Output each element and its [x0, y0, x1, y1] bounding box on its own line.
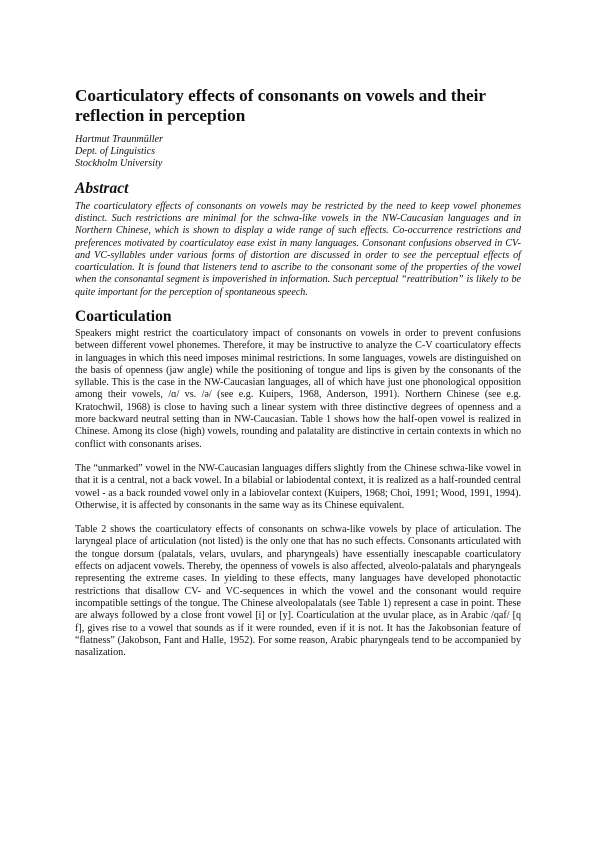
author-department: Dept. of Linguistics [75, 146, 156, 158]
body-paragraph: Speakers might restrict the coarticulatory impact of consonants on vowels in order to prevent confusions between different vowel phonemes. Therefore, it may be instructive to analyze the C-V coarticulatory effects in languages in which this need imposes minimal restrictions. In some languages, vowels are distinguished on the basis of openness (jaw angle) while the positioning of tongue and lips is given by the consonants of the syllable. This is the case in the NW-Caucasian languages, all of which have just one phonological opposition among their vowels, /ɑ/ vs. /ə/ (see e.g. Kuipers, 1968, Anderson, 1991). Northern Chinese (see e.g. Kratochwil, 1968) is close to having such a linear system with three distinctive degrees of openness and a more backward neutral setting than in NW-Caucasian. Table 1 shows how the half-open vowel is realized in Chinese. Among its close (high) vowels, rounding and palatality are distinctive in certain contexts in which no conflict with consonants arises. [75, 327, 521, 450]
author-name: Hartmut Traunmüller [75, 134, 164, 145]
section-heading-coarticulation: Coarticulation [75, 307, 172, 325]
paper-title: Coarticulatory effects of consonants on vowels and their reflection in perception [75, 86, 486, 125]
paper-page [75, 86, 521, 671]
body-paragraph: The “unmarked” vowel in the NW-Caucasian languages differs slightly from the Chinese schwa-like vowel in that it is a central, not a back vowel. In a bilabial or labiodental context, it is realized as a half-rounded central vowel - as a back rounded vowel only in a labiovelar context (Kuipers, 1968; Choi, 1991; Wood, 1991, 1994). Otherwise, it is affected by consonants in the same way as its Chinese equivalent. [75, 462, 521, 511]
abstract-text: The coarticulatory effects of consonants on vowels may be restricted by the need to keep vowel phonemes distinct. Such restrictions are minimal for the schwa-like vowels in the NW-Caucasian languages and in Northern Chinese, which is shown to display a wide range of such effects. Co-occurrence restrictions and preferences motivated by coarticulatoy ease exist in many languages. Consonant confusions observed in CV- and VC-syllables under various forms of distortion are discussed in order to see the perceptual effects of coarticulation. It is found that listeners tend to ascribe to the consonant some of the properties of the vowel when the consonantal segment is impoverished in information. Such perceptual “reattribution” is likely to be quite important for the perception of spontaneous speech. [75, 200, 521, 298]
author-block [75, 134, 521, 171]
abstract-heading: Abstract [75, 179, 129, 197]
author-institution: Stockholm University [75, 158, 163, 170]
body-paragraph: Table 2 shows the coarticulatory effects of consonants on schwa-like vowels by place of articulation. The laryngeal place of articulation (not listed) is the only one that has no such effects. Consonants articulated with the tongue dorsum (palatals, velars, uvulars, and pharyngeals) have essentially inescapable coarticulatory effects on adjacent vowels. Thereby, the openness of vowels is also affected, alveolo-palatals and pharyngeals representing the extreme cases. In yielding to these effects, many languages have developed phonotactic restrictions that disallow CV- and VC-sequences in which the vowel and the consonant would require incompatible settings of the tongue. The Chinese alveolopalatals (see Table 1) represent a case in point. These are always followed by a close front vowel [i] or [y]. Coarticulation at the uvular place, as in Arabic /qaf/ [q f], gives rise to a vowel that sounds as if it were rounded, even if it is not. It has the Jakobsonian feature of “flatness” (Jakobson, Fant and Halle, 1952). For some reason, Arabic pharyngeals tend to be accompanied by nasalization. [75, 524, 521, 659]
